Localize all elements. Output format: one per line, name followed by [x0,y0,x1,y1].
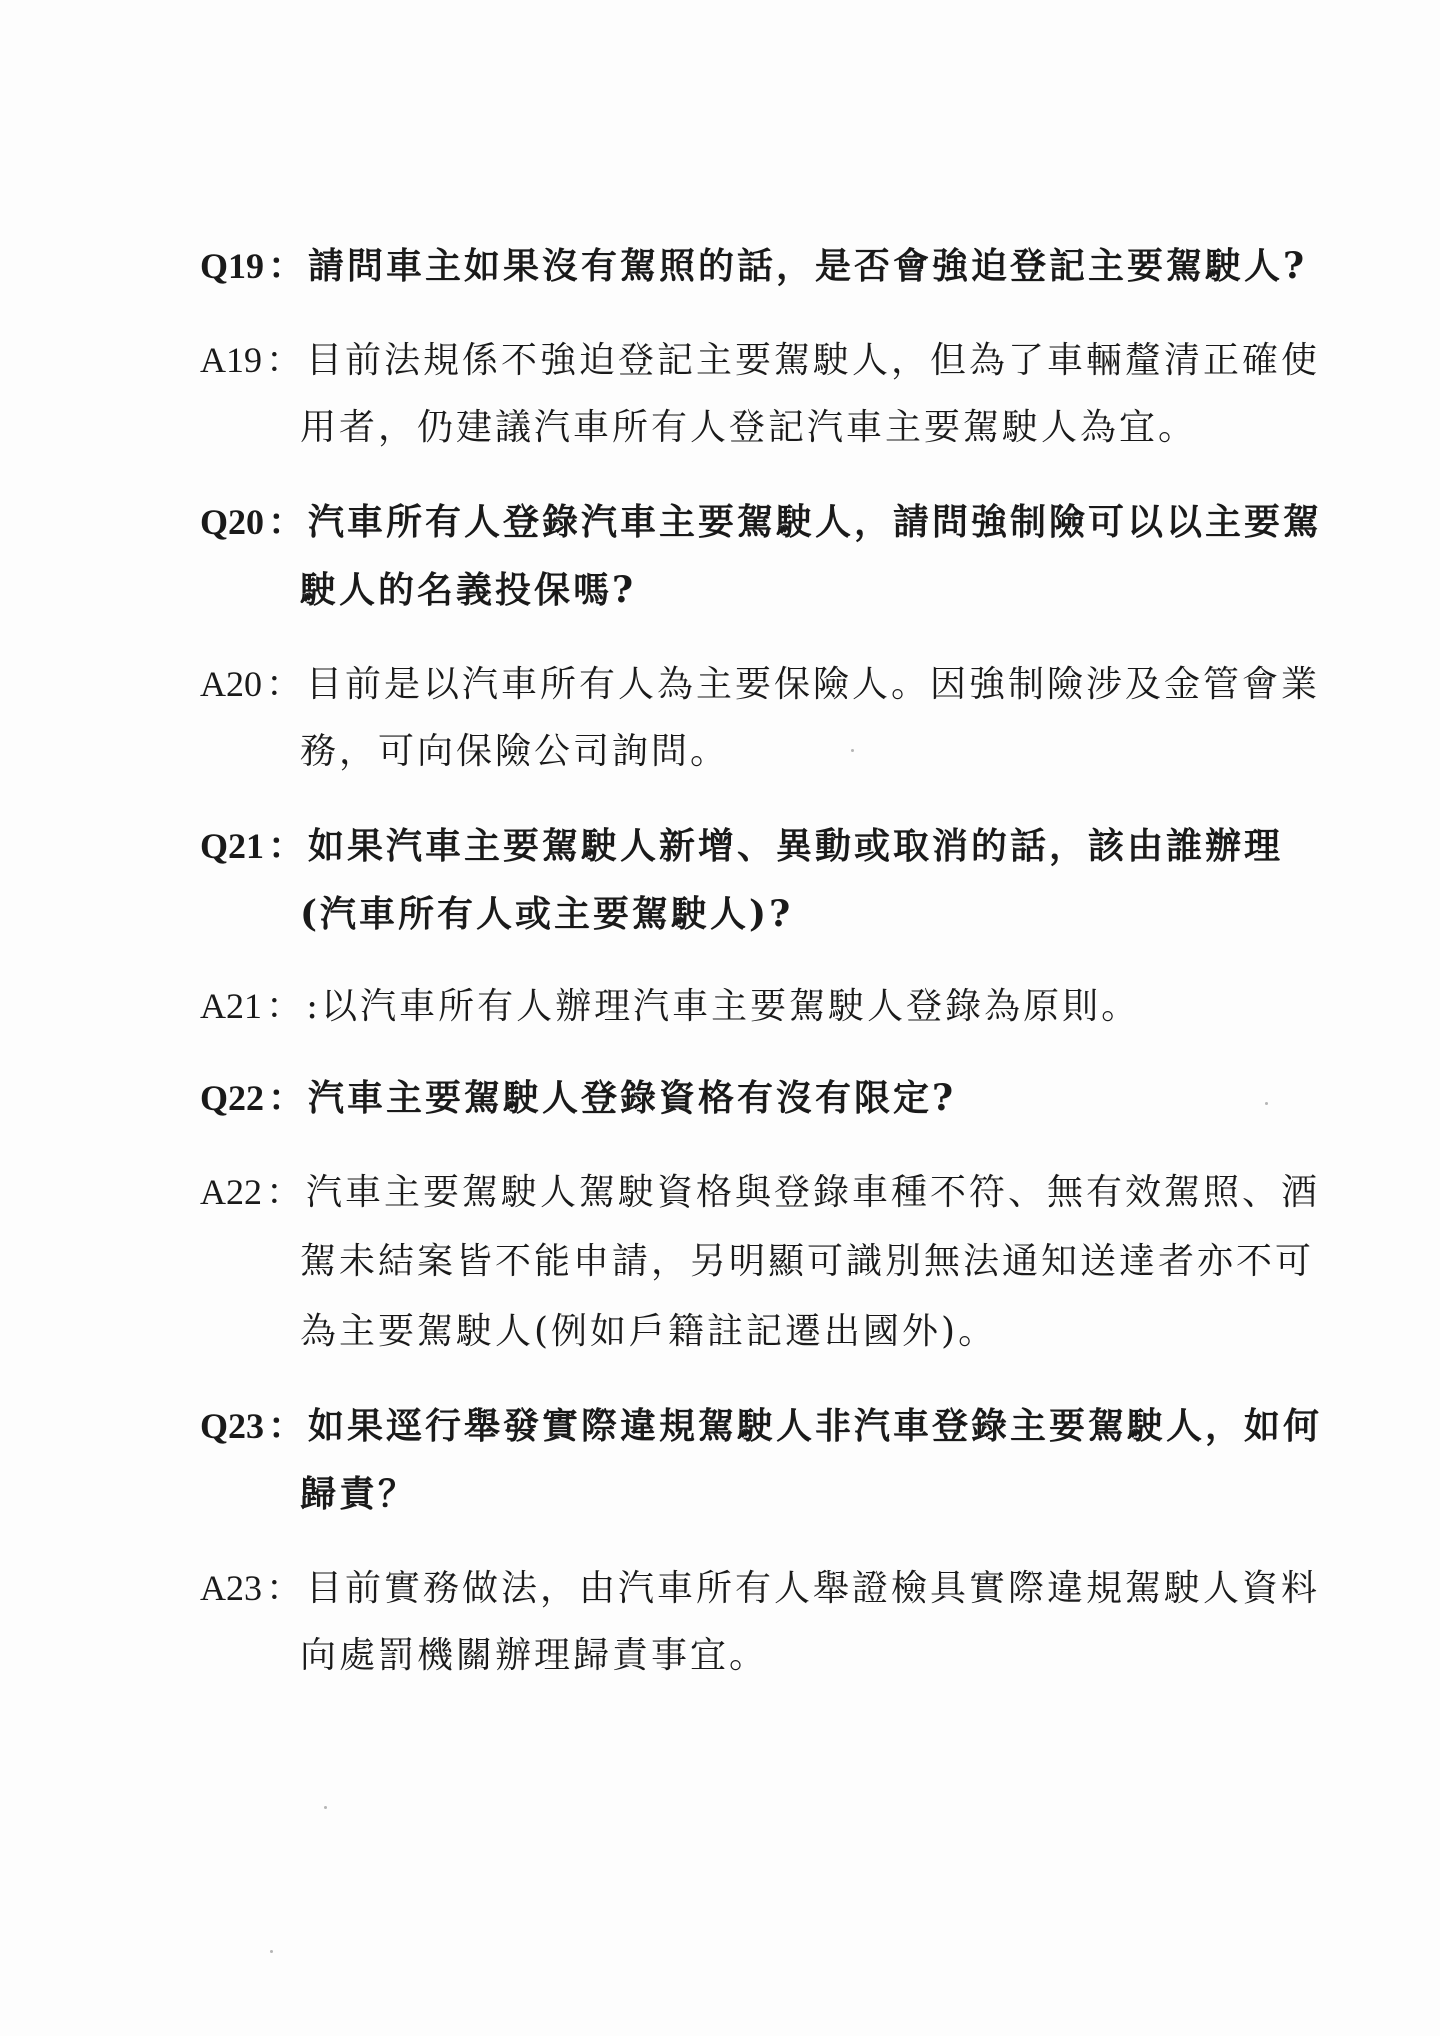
answer-label: A23 [200,1568,262,1608]
question-23-continuation: 歸責？ [300,1473,418,1515]
scan-speck [851,749,854,752]
question-label: Q19 [200,246,265,286]
answer-23 [200,1566,1320,1611]
label-separator: ： [266,1568,303,1609]
label-separator: ： [266,340,303,381]
question-22 [200,1076,956,1120]
answer-19-continuation: 用者，仍建議汽車所有人登記汽車主要駕駛人為宜。 [300,407,1198,448]
answer-21 [200,984,1140,1029]
question-21 [200,824,1283,868]
answer-22 [200,1170,1320,1215]
answer-label: A20 [200,664,262,704]
answer-text-line: :以汽車所有人辦理汽車主要駕駛人登錄為原則。 [306,986,1141,1027]
answer-20-continuation: 務，可向保險公司詢問。 [300,731,730,772]
answer-text-line: 目前實務做法，由汽車所有人舉證檢具實際違規駕駛人資料 [306,1568,1321,1609]
question-19 [200,244,1307,288]
label-separator: ： [268,1077,305,1119]
label-separator: ： [268,1405,305,1447]
label-separator: ： [266,1172,303,1213]
answer-23-continuation: 向處罰機關辦理歸責事宜。 [300,1635,769,1676]
answer-19 [200,338,1320,383]
answer-20 [200,662,1320,707]
answer-text-line: 汽車主要駕駛人駕駛資格與登錄車種不符、無有效駕照、酒 [306,1172,1321,1213]
answer-label: A19 [200,340,262,380]
answer-text-line: 目前法規係不強迫登記主要駕駛人，但為了車輛釐清正確使 [306,340,1321,381]
label-separator: ： [268,501,305,543]
question-20-continuation: 駛人的名義投保嗎? [300,569,637,611]
label-separator: ： [268,245,305,287]
question-text-line: 如果逕行舉發實際違規駕駛人非汽車登錄主要駕駛人，如何 [308,1405,1323,1447]
question-text-line: 汽車主要駕駛人登錄資格有沒有限定? [308,1077,957,1119]
question-text-line: 汽車所有人登錄汽車主要駕駛人，請問強制險可以以主要駕 [308,501,1323,543]
label-separator: ： [266,986,303,1027]
answer-22-continuation: 為主要駕駛人(例如戶籍註記遷出國外)。 [300,1311,998,1352]
scan-speck [324,1806,327,1809]
question-21-continuation: (汽車所有人或主要駕駛人)? [300,893,794,935]
question-label: Q21 [200,826,265,866]
answer-label: A22 [200,1172,262,1212]
question-label: Q22 [200,1078,265,1118]
scan-speck [270,1950,273,1953]
question-23 [200,1404,1322,1448]
answer-label: A21 [200,986,262,1026]
question-text-line: 如果汽車主要駕駛人新增、異動或取消的話，該由誰辦理 [308,825,1284,867]
answer-text-line: 目前是以汽車所有人為主要保險人。因強制險涉及金管會業 [306,664,1321,705]
label-separator: ： [266,664,303,705]
question-label: Q23 [200,1406,265,1446]
answer-22-continuation: 駕未結案皆不能申請，另明顯可識別無法通知送達者亦不可 [300,1241,1315,1282]
question-20 [200,500,1322,544]
question-text-line: 請問車主如果沒有駕照的話，是否會強迫登記主要駕駛人? [308,245,1308,287]
question-label: Q20 [200,502,265,542]
scan-speck [1265,1102,1268,1105]
label-separator: ： [268,825,305,867]
